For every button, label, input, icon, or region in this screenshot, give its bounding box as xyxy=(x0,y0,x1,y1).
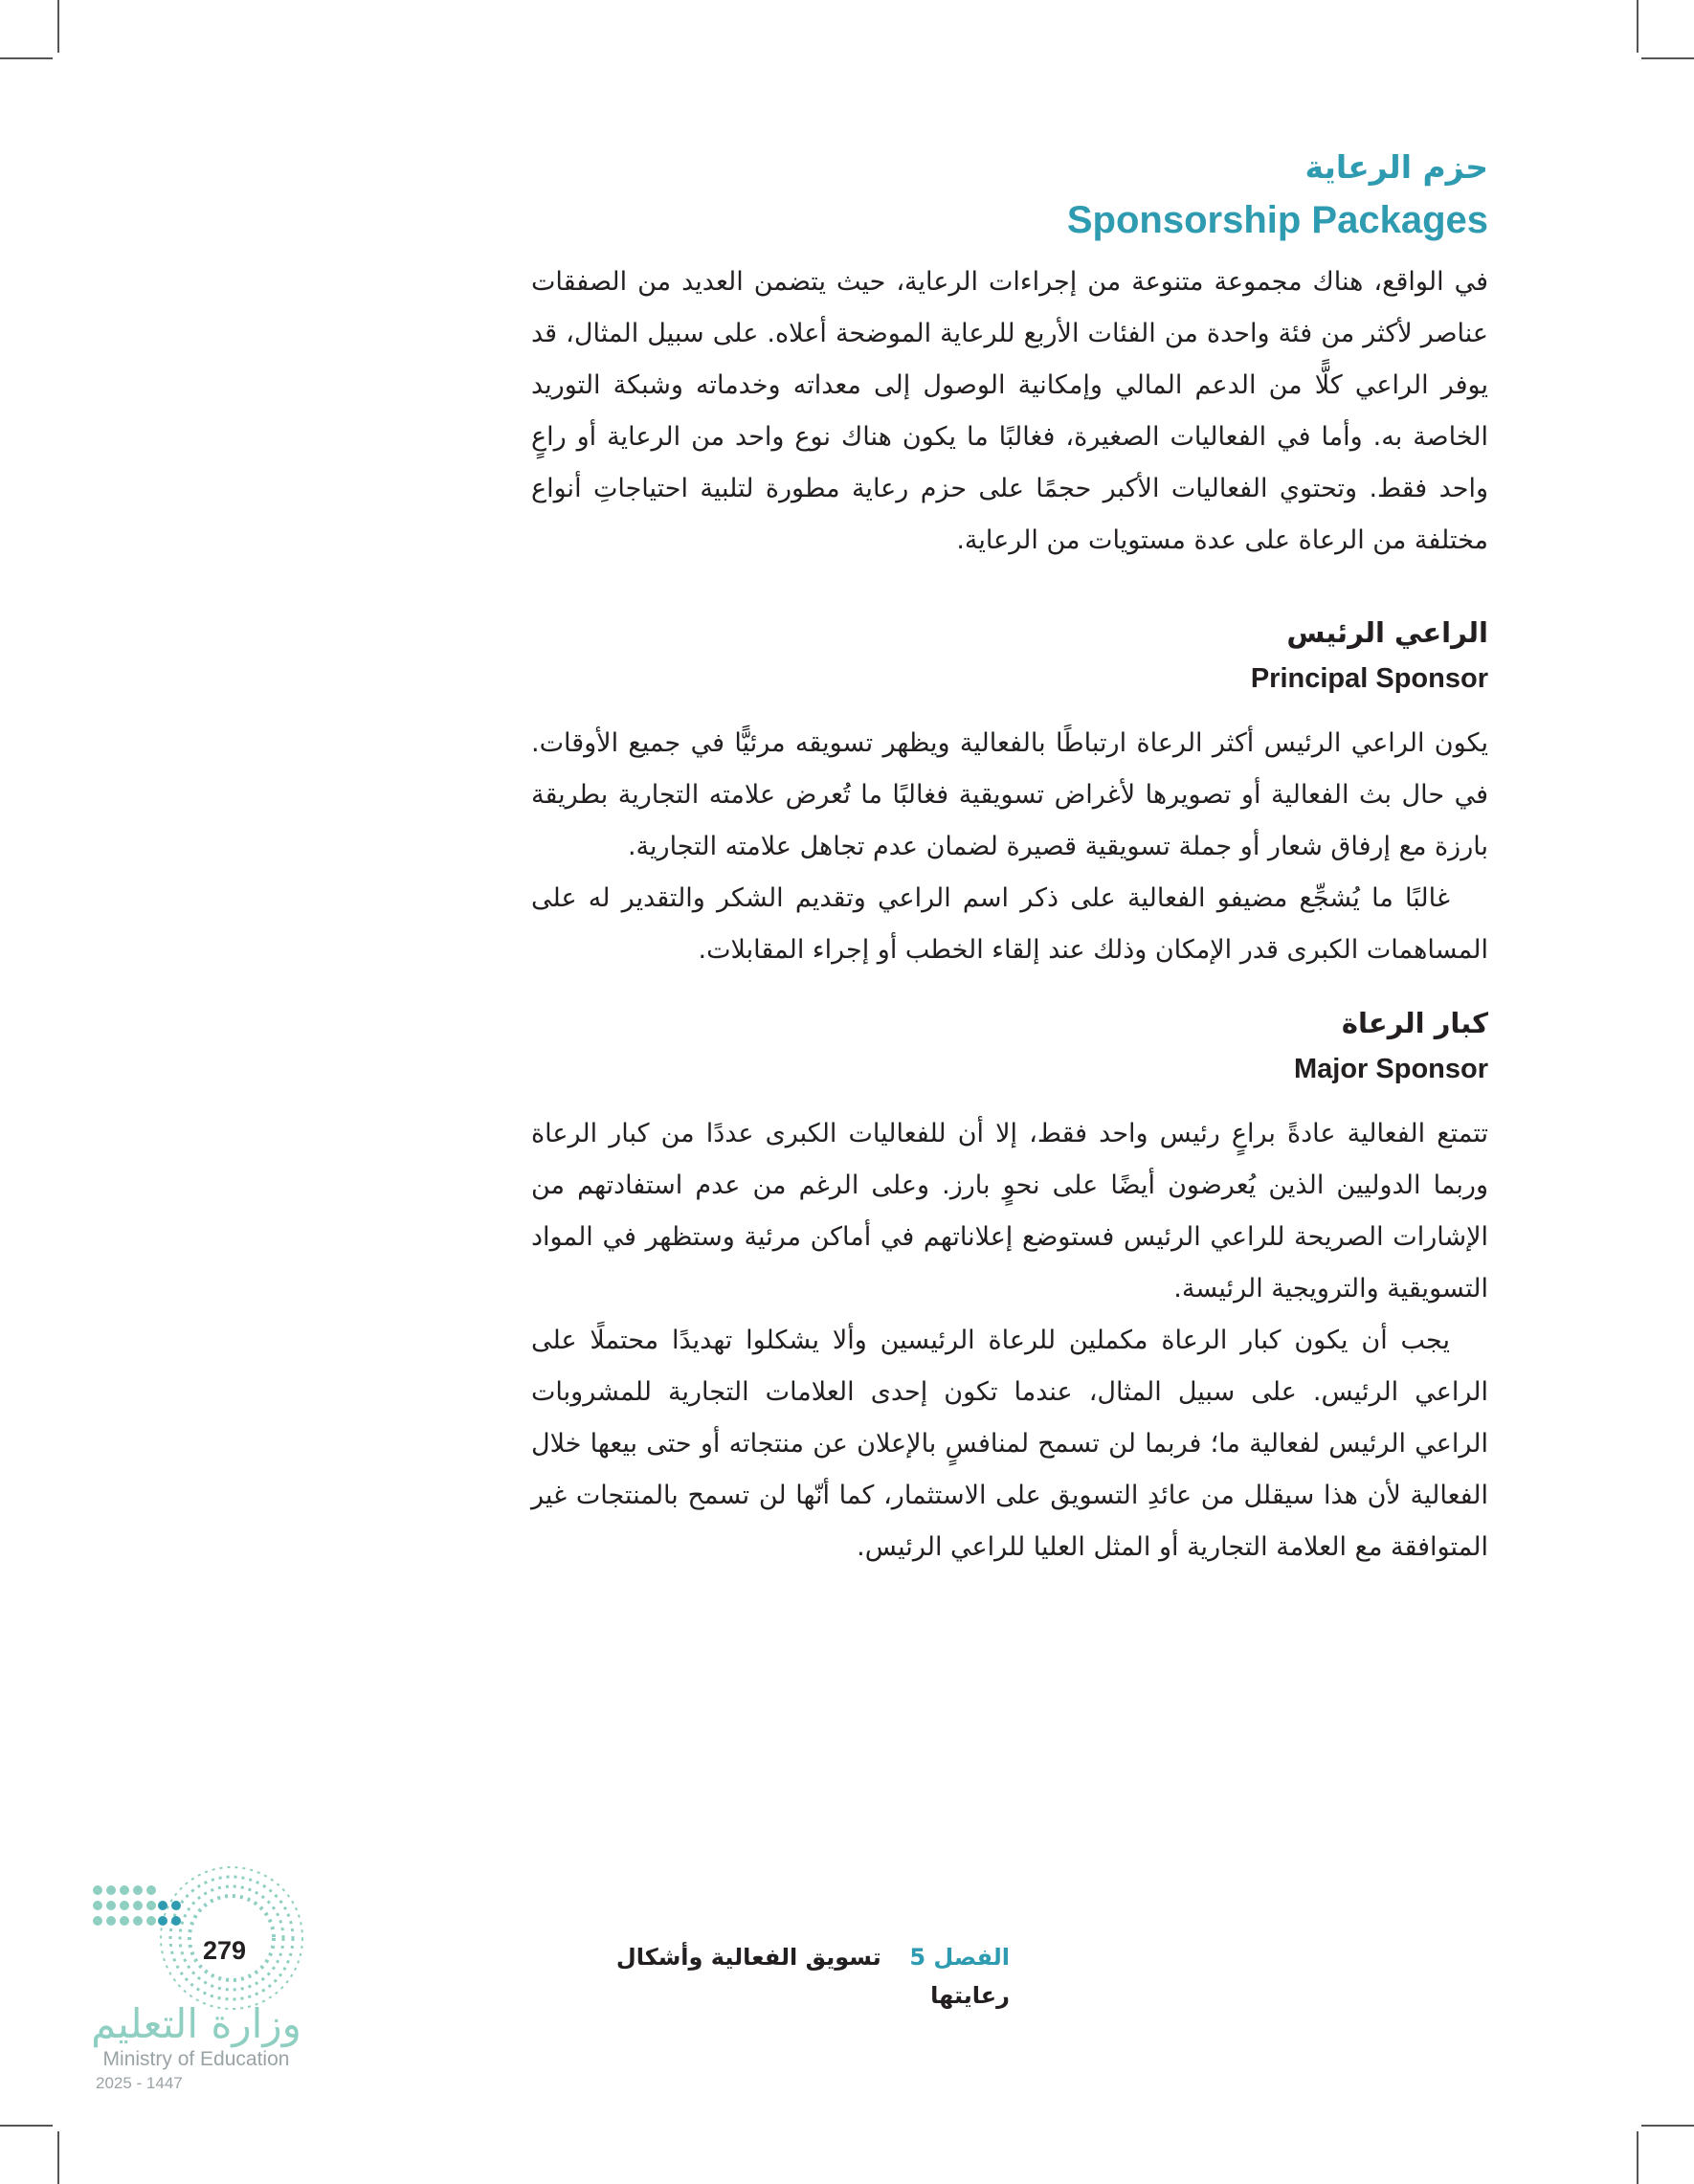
crop-mark xyxy=(1637,0,1638,53)
major-paragraph-1: تتمتع الفعالية عادةً براعٍ رئيس واحد فقط، إلا أن للفعاليات الكبرى عددًا من كبار الرعاة وربما الدوليين الذين يُعرضون أيضًا على نحوٍ بارز. وعلى الرغم من عدم استفادتهم من الإشارات الصريحة للراعي الرئيس فستوضع إعلاناتهم في أماكن مرئية وستظهر في المواد التسويقية والترويجية الرئيسة. xyxy=(531,1119,1488,1304)
page-footer xyxy=(531,1938,1010,2015)
crop-mark xyxy=(1641,57,1694,59)
intro-paragraph: في الواقع، هناك مجموعة متنوعة من إجراءات الرعاية، حيث يتضمن العديد من الصفقات عناصر لأكثر من فئة واحدة من الفئات الأربع للرعاية الموضحة أعلاه. على سبيل المثال، قد يوفر الراعي كلًّا من الدعم المالي وإمكانية الوصول إلى معداته وخدماته وشبكة التوريد الخاصة به. وأما في الفعاليات الصغيرة، فغالبًا ما يكون هناك نوع واحد من الرعاية أو راعٍ واحد فقط. وتحتوي الفعاليات الأكبر حجمًا على حزم رعاية مطورة لتلبية احتياجاتِ أنواع مختلفة من الرعاة على عدة مستويات من الرعاية. xyxy=(531,267,1488,555)
major-paragraph-2: يجب أن يكون كبار الرعاة مكملين للرعاة الرئيسين وألا يشكلوا تهديدًا محتملًا على الراعي الرئيس. على سبيل المثال، عندما تكون إحدى العلامات التجارية للمشروبات الراعي الرئيس لفعالية ما؛ فربما لن تسمح لمنافسٍ بالإعلان عن منتجاته أو حتى بيعها خلال الفعالية لأن هذا سيقلل من عائدِ التسويق على الاستثمار، كما أنّها لن تسمح بالمنتجات غير المتوافقة مع العلامة التجارية أو المثل العليا للراعي الرئيس. xyxy=(531,1326,1488,1562)
principal-paragraph-1: يكون الراعي الرئيس أكثر الرعاة ارتباطًا بالفعالية ويظهر تسويقه مرئيًّا في جميع الأوقات. في حال بث الفعالية أو تصويرها لأغراض تسويقية فغالبًا ما تُعرض علامته التجارية بطريقة بارزة مع إرفاق شعار أو جملة تسويقية قصيرة لضمان عدم تجاهل علامته التجارية. xyxy=(531,728,1488,861)
page-content xyxy=(531,144,1488,1573)
crop-mark xyxy=(1641,2125,1694,2127)
chapter-title: تسويق الفعالية وأشكال رعايتها xyxy=(615,1944,1010,2009)
section-title-principal-en: Principal Sponsor xyxy=(1250,663,1488,694)
ministry-name-ar: وزارة التعليم xyxy=(91,2000,301,2047)
crop-mark xyxy=(0,2125,53,2127)
ministry-name-en: Ministry of Education xyxy=(102,2048,290,2070)
page-number: 279 xyxy=(203,1936,247,1965)
principal-paragraph-2: غالبًا ما يُشجِّع مضيفو الفعالية على ذكر اسم الراعي وتقديم الشكر والتقدير له على المساهمات الكبرى قدر الإمكان وذلك عند إلقاء الخطب أو إجراء المقابلات. xyxy=(531,883,1488,965)
section-title-major-ar: كبار الرعاة xyxy=(1341,1007,1488,1039)
crop-mark xyxy=(57,2131,59,2184)
section-title-principal-ar: الراعي الرئيس xyxy=(1286,616,1488,649)
chapter-label: الفصل 5 xyxy=(909,1944,1010,1971)
ministry-logo-icon xyxy=(86,1833,316,2024)
crop-mark xyxy=(1637,2131,1638,2184)
ministry-year: 2025 - 1447 xyxy=(96,2074,183,2092)
section-title-major-en: Major Sponsor xyxy=(1293,1054,1488,1084)
crop-mark xyxy=(57,0,59,53)
crop-mark xyxy=(0,57,53,59)
page-title-en: Sponsorship Packages xyxy=(1066,199,1488,241)
page-title-ar: حزم الرعاية xyxy=(1304,148,1488,186)
